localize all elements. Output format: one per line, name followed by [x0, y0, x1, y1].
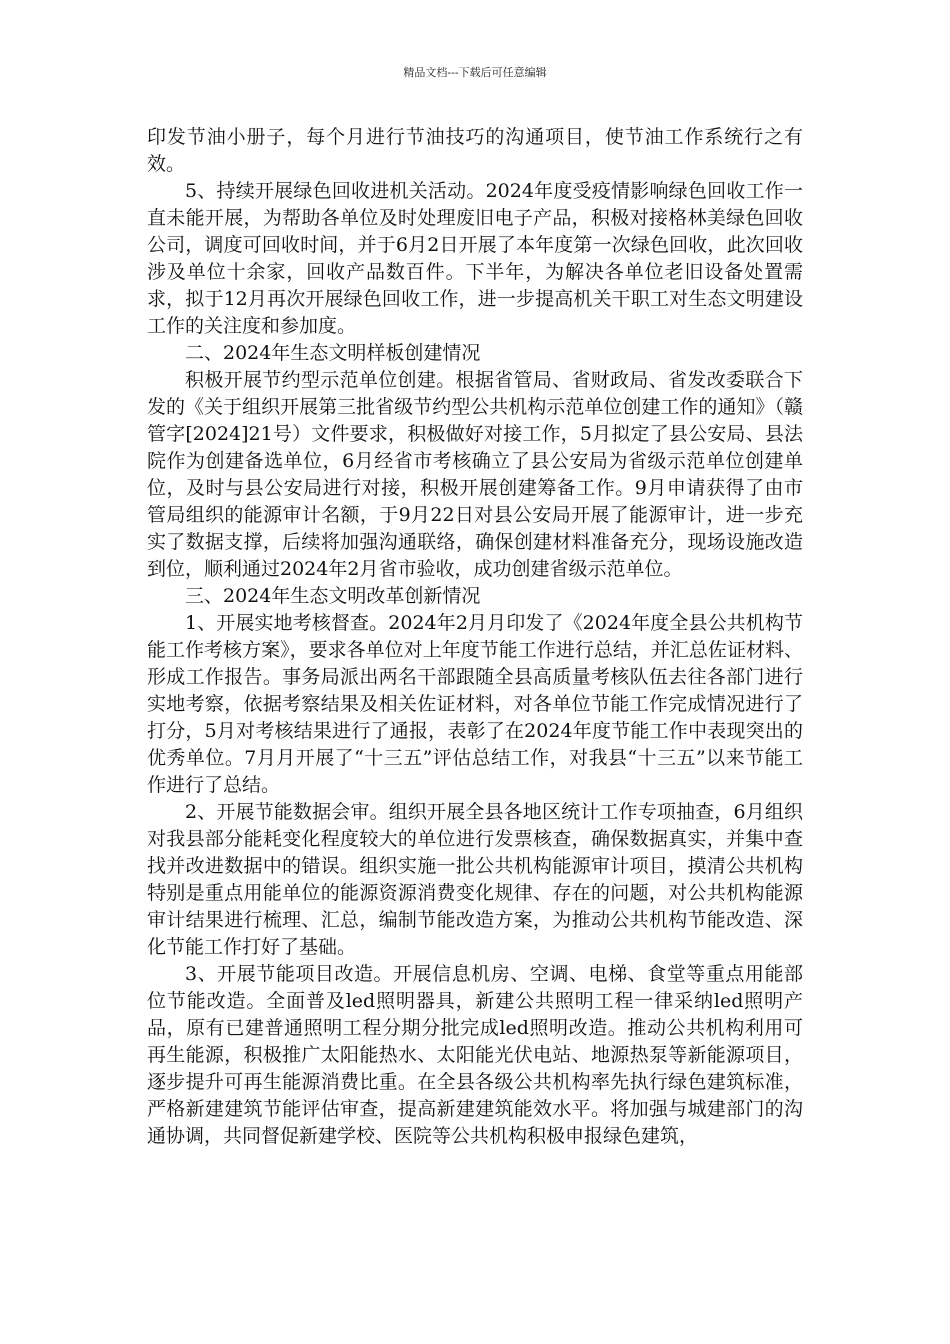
page-header: 精品文档---下载后可任意编辑: [403, 66, 547, 79]
section-heading-3: 三、2024年生态文明改革创新情况: [185, 585, 481, 607]
paragraph-green-recycling: 5、持续开展绿色回收进机关活动。2024年度受疫情影响绿色回收工作一直未能开展，为帮助各单位及时处理废旧电子产品，积极对接格林美绿色回收公司，调度可回收时间，并于6月2日开展了本年度第一次绿色回收，此次回收涉及单位十余家，回收产品数百件。下半年，为解决各单位老旧设备处置需求，拟于12月再次开展绿色回收工作，进一步提高机关干职工对生态文明建设工作的关注度和参加度。: [147, 180, 803, 337]
document-body: [147, 124, 803, 1150]
paragraph-retrofit: 3、开展节能项目改造。开展信息机房、空调、电梯、食堂等重点用能部位节能改造。全面普及led照明器具，新建公共照明工程一律采纳led照明产品，原有已建普通照明工程分期分批完成led照明改造。推动公共机构利用可再生能源，积极推广太阳能热水、太阳能光伏电站、地源热泵等新能源项目，逐步提升可再生能源消费比重。在全县各级公共机构率先执行绿色建筑标准，严格新建建筑节能评估审查，提高新建建筑能效水平。将加强与城建部门的沟通协调，共同督促新建学校、医院等公共机构积极申报绿色建筑，: [147, 963, 803, 1147]
paragraph-data-review: 2、开展节能数据会审。组织开展全县各地区统计工作专项抽查，6月组织对我县部分能耗变化程度较大的单位进行发票核查，确保数据真实，并集中查找并改进数据中的错误。组织实施一批公共机构能源审计项目，摸清公共机构特别是重点用能单位的能源资源消费变化规律、存在的问题，对公共机构能源审计结果进行梳理、汇总，编制节能改造方案，为推动公共机构节能改造、深化节能工作打好了基础。: [147, 801, 803, 958]
paragraph-continuation: 印发节油小册子，每个月进行节油技巧的沟通项目，使节油工作系统行之有效。: [147, 126, 803, 175]
section-heading-2: 二、2024年生态文明样板创建情况: [185, 342, 481, 364]
paragraph-demo-unit: 积极开展节约型示范单位创建。根据省管局、省财政局、省发改委联合下发的《关于组织开展第三批省级节约型公共机构示范单位创建工作的通知》（赣管字[2024]21号）文件要求，积极做好对接工作，5月拟定了县公安局、县法院作为创建备选单位，6月经省市考核确立了县公安局为省级示范单位创建单位，及时与县公安局进行对接，积极开展创建筹备工作。9月申请获得了由市管局组织的能源审计名额，于9月22日对县公安局开展了能源审计，进一步充实了数据支撑，后续将加强沟通联络，确保创建材料准备充分，现场设施改造到位，顺利通过2024年2月省市验收，成功创建省级示范单位。: [147, 369, 803, 580]
paragraph-inspection: 1、开展实地考核督查。2024年2月月印发了《2024年度全县公共机构节能工作考核方案》，要求各单位对上年度节能工作进行总结，并汇总佐证材料、形成工作报告。事务局派出两名干部跟随全县高质量考核队伍去往各部门进行实地考察，依据考察结果及相关佐证材料，对各单位节能工作完成情况进行了打分，5月对考核结果进行了通报，表彰了在2024年度节能工作中表现突出的优秀单位。7月月开展了“十三五”评估总结工作，对我县“十三五”以来节能工作进行了总结。: [147, 612, 803, 796]
